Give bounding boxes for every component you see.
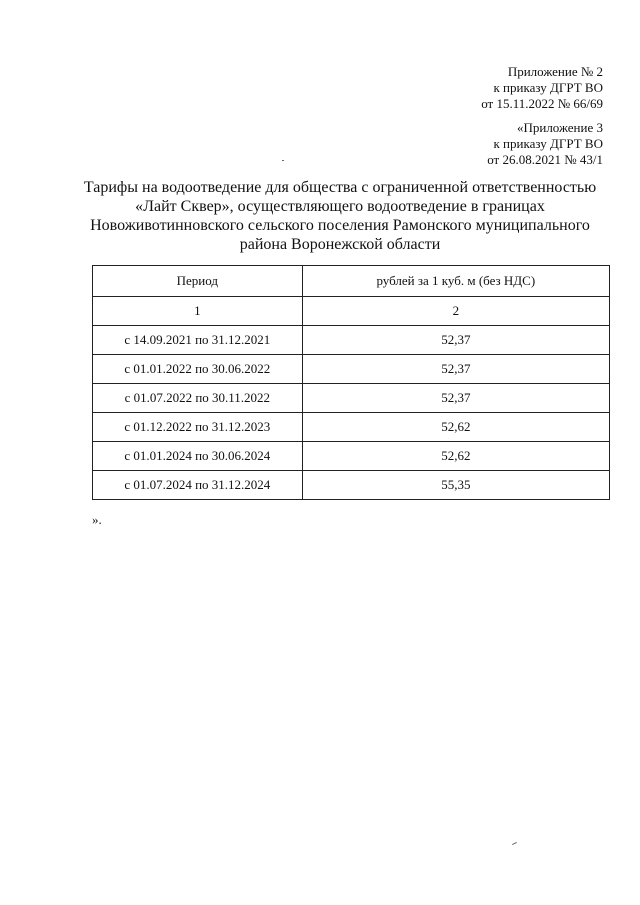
previous-attachment-order-ref: к приказу ДГРТ ВО xyxy=(493,136,603,151)
title-line: Тарифы на водоотведение для общества с ограниченной ответственностью xyxy=(83,179,597,196)
title-line: «Лайт Сквер», осуществляющего водоотведение в границах xyxy=(135,198,545,215)
rate-cell: 52,62 xyxy=(302,413,609,442)
table-row xyxy=(93,413,610,442)
attachment-number: Приложение № 2 xyxy=(507,64,603,79)
attachment-header-previous xyxy=(487,120,603,168)
column-number: 2 xyxy=(302,297,609,326)
attachment-header-main xyxy=(481,64,603,112)
table-header-row xyxy=(93,266,610,297)
column-header-rate: рублей за 1 куб. м (без НДС) xyxy=(302,266,609,297)
column-header-period: Период xyxy=(93,266,303,297)
rate-cell: 52,37 xyxy=(302,326,609,355)
scan-speck xyxy=(512,842,517,845)
scan-speck xyxy=(282,160,284,161)
rate-cell: 52,62 xyxy=(302,442,609,471)
rate-cell: 52,37 xyxy=(302,384,609,413)
title-line: района Воронежской области xyxy=(239,236,441,253)
table-row xyxy=(93,442,610,471)
attachment-order-date: от 15.11.2022 № 66/69 xyxy=(481,96,603,111)
column-number: 1 xyxy=(93,297,303,326)
document-title xyxy=(60,178,620,254)
table-row xyxy=(93,471,610,500)
table-numbering-row xyxy=(93,297,610,326)
previous-attachment-order-date: от 26.08.2021 № 43/1 xyxy=(487,152,603,167)
table-row xyxy=(93,355,610,384)
closing-quote-mark: ». xyxy=(92,512,102,527)
period-cell: с 01.07.2022 по 30.11.2022 xyxy=(93,384,303,413)
period-cell: с 14.09.2021 по 31.12.2021 xyxy=(93,326,303,355)
period-cell: с 01.01.2022 по 30.06.2022 xyxy=(93,355,303,384)
attachment-order-ref: к приказу ДГРТ ВО xyxy=(493,80,603,95)
previous-attachment-number: «Приложение 3 xyxy=(516,120,603,135)
tariff-table xyxy=(92,265,610,500)
table-row xyxy=(93,326,610,355)
period-cell: с 01.01.2024 по 30.06.2024 xyxy=(93,442,303,471)
title-line: Новоживотинновского сельского поселения Рамонского муниципального xyxy=(90,217,590,234)
rate-cell: 55,35 xyxy=(302,471,609,500)
period-cell: с 01.07.2024 по 31.12.2024 xyxy=(93,471,303,500)
table-row xyxy=(93,384,610,413)
period-cell: с 01.12.2022 по 31.12.2023 xyxy=(93,413,303,442)
rate-cell: 52,37 xyxy=(302,355,609,384)
